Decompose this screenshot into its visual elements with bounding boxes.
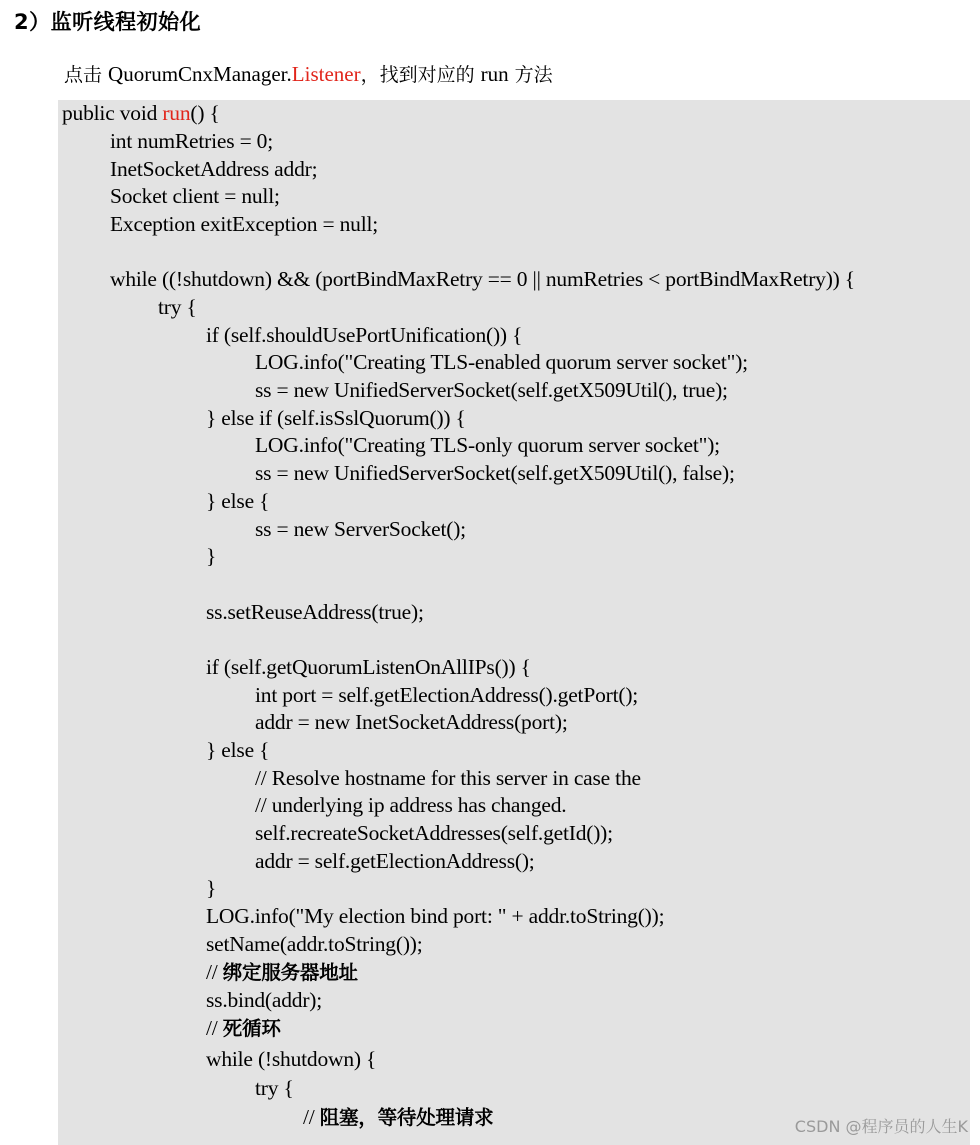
code-line-10: ss = new UnifiedServerSocket(self.getX509Util(), true); xyxy=(255,378,728,402)
intro-method: run xyxy=(480,62,509,86)
code-block xyxy=(58,100,970,1145)
code-text: () { xyxy=(190,101,220,125)
code-line-30: ss.bind(addr); xyxy=(206,988,323,1012)
code-text: public void xyxy=(62,101,163,125)
code-line-20: addr = new InetSocketAddress(port); xyxy=(255,710,568,734)
code-line-3: InetSocketAddress addr; xyxy=(110,157,318,181)
intro-prefix: 点击 xyxy=(64,64,109,86)
code-line-32: while (!shutdown) { xyxy=(206,1047,377,1071)
code-method-highlight: run xyxy=(162,101,191,125)
code-line-19: int port = self.getElectionAddress().getPort(); xyxy=(255,683,639,707)
comment-slashes: // xyxy=(206,1016,223,1040)
comment-cn: 阻塞，等待处理请求 xyxy=(319,1106,494,1129)
section-heading: 2）监听线程初始化 xyxy=(14,10,202,34)
code-line-23: // underlying ip address has changed. xyxy=(255,793,567,817)
comment-cn: 死循环 xyxy=(222,1017,281,1040)
comment-slashes: // xyxy=(303,1105,320,1129)
intro-suffix2: 方法 xyxy=(508,64,553,86)
code-line-5: Exception exitException = null; xyxy=(110,212,379,236)
code-line-4: Socket client = null; xyxy=(110,184,280,208)
code-line-29 xyxy=(206,959,358,986)
code-line-7: try { xyxy=(158,295,197,319)
code-line-26: } xyxy=(206,876,217,900)
code-line-31 xyxy=(206,1015,281,1042)
code-line-16: } xyxy=(206,544,217,568)
code-line-33: try { xyxy=(255,1076,294,1100)
code-line-8: if (self.shouldUsePortUnification()) { xyxy=(206,323,523,347)
intro-class-name: QuorumCnxManager. xyxy=(108,62,292,86)
code-line-9: LOG.info("Creating TLS-enabled quorum server socket"); xyxy=(255,350,748,374)
code-line-22: // Resolve hostname for this server in case the xyxy=(255,766,641,790)
code-line-28: setName(addr.toString()); xyxy=(206,932,423,956)
code-line-17: ss.setReuseAddress(true); xyxy=(206,600,424,624)
code-line-34 xyxy=(303,1104,493,1131)
code-line-21: } else { xyxy=(206,738,270,762)
watermark: CSDN @程序员的人生K xyxy=(794,1117,968,1136)
code-line-2: int numRetries = 0; xyxy=(110,129,273,153)
code-line-24: self.recreateSocketAddresses(self.getId()); xyxy=(255,821,613,845)
code-line-1 xyxy=(62,100,220,127)
comment-slashes: // xyxy=(206,960,223,984)
code-line-15: ss = new ServerSocket(); xyxy=(255,517,466,541)
code-line-13: ss = new UnifiedServerSocket(self.getX509Util(), false); xyxy=(255,461,735,485)
intro-paragraph xyxy=(64,60,553,89)
code-line-27: LOG.info("My election bind port: " + addr.toString()); xyxy=(206,904,665,928)
code-line-12: LOG.info("Creating TLS-only quorum server socket"); xyxy=(255,433,720,457)
code-line-18: if (self.getQuorumListenOnAllIPs()) { xyxy=(206,655,531,679)
intro-listener-highlight: Listener xyxy=(291,62,361,86)
code-line-6: while ((!shutdown) && (portBindMaxRetry == 0 || numRetries < portBindMaxRetry)) { xyxy=(110,267,855,291)
intro-suffix: ，找到对应的 xyxy=(360,64,481,86)
comment-cn: 绑定服务器地址 xyxy=(222,961,358,984)
code-line-25: addr = self.getElectionAddress(); xyxy=(255,849,535,873)
code-line-11: } else if (self.isSslQuorum()) { xyxy=(206,406,466,430)
code-line-14: } else { xyxy=(206,489,270,513)
